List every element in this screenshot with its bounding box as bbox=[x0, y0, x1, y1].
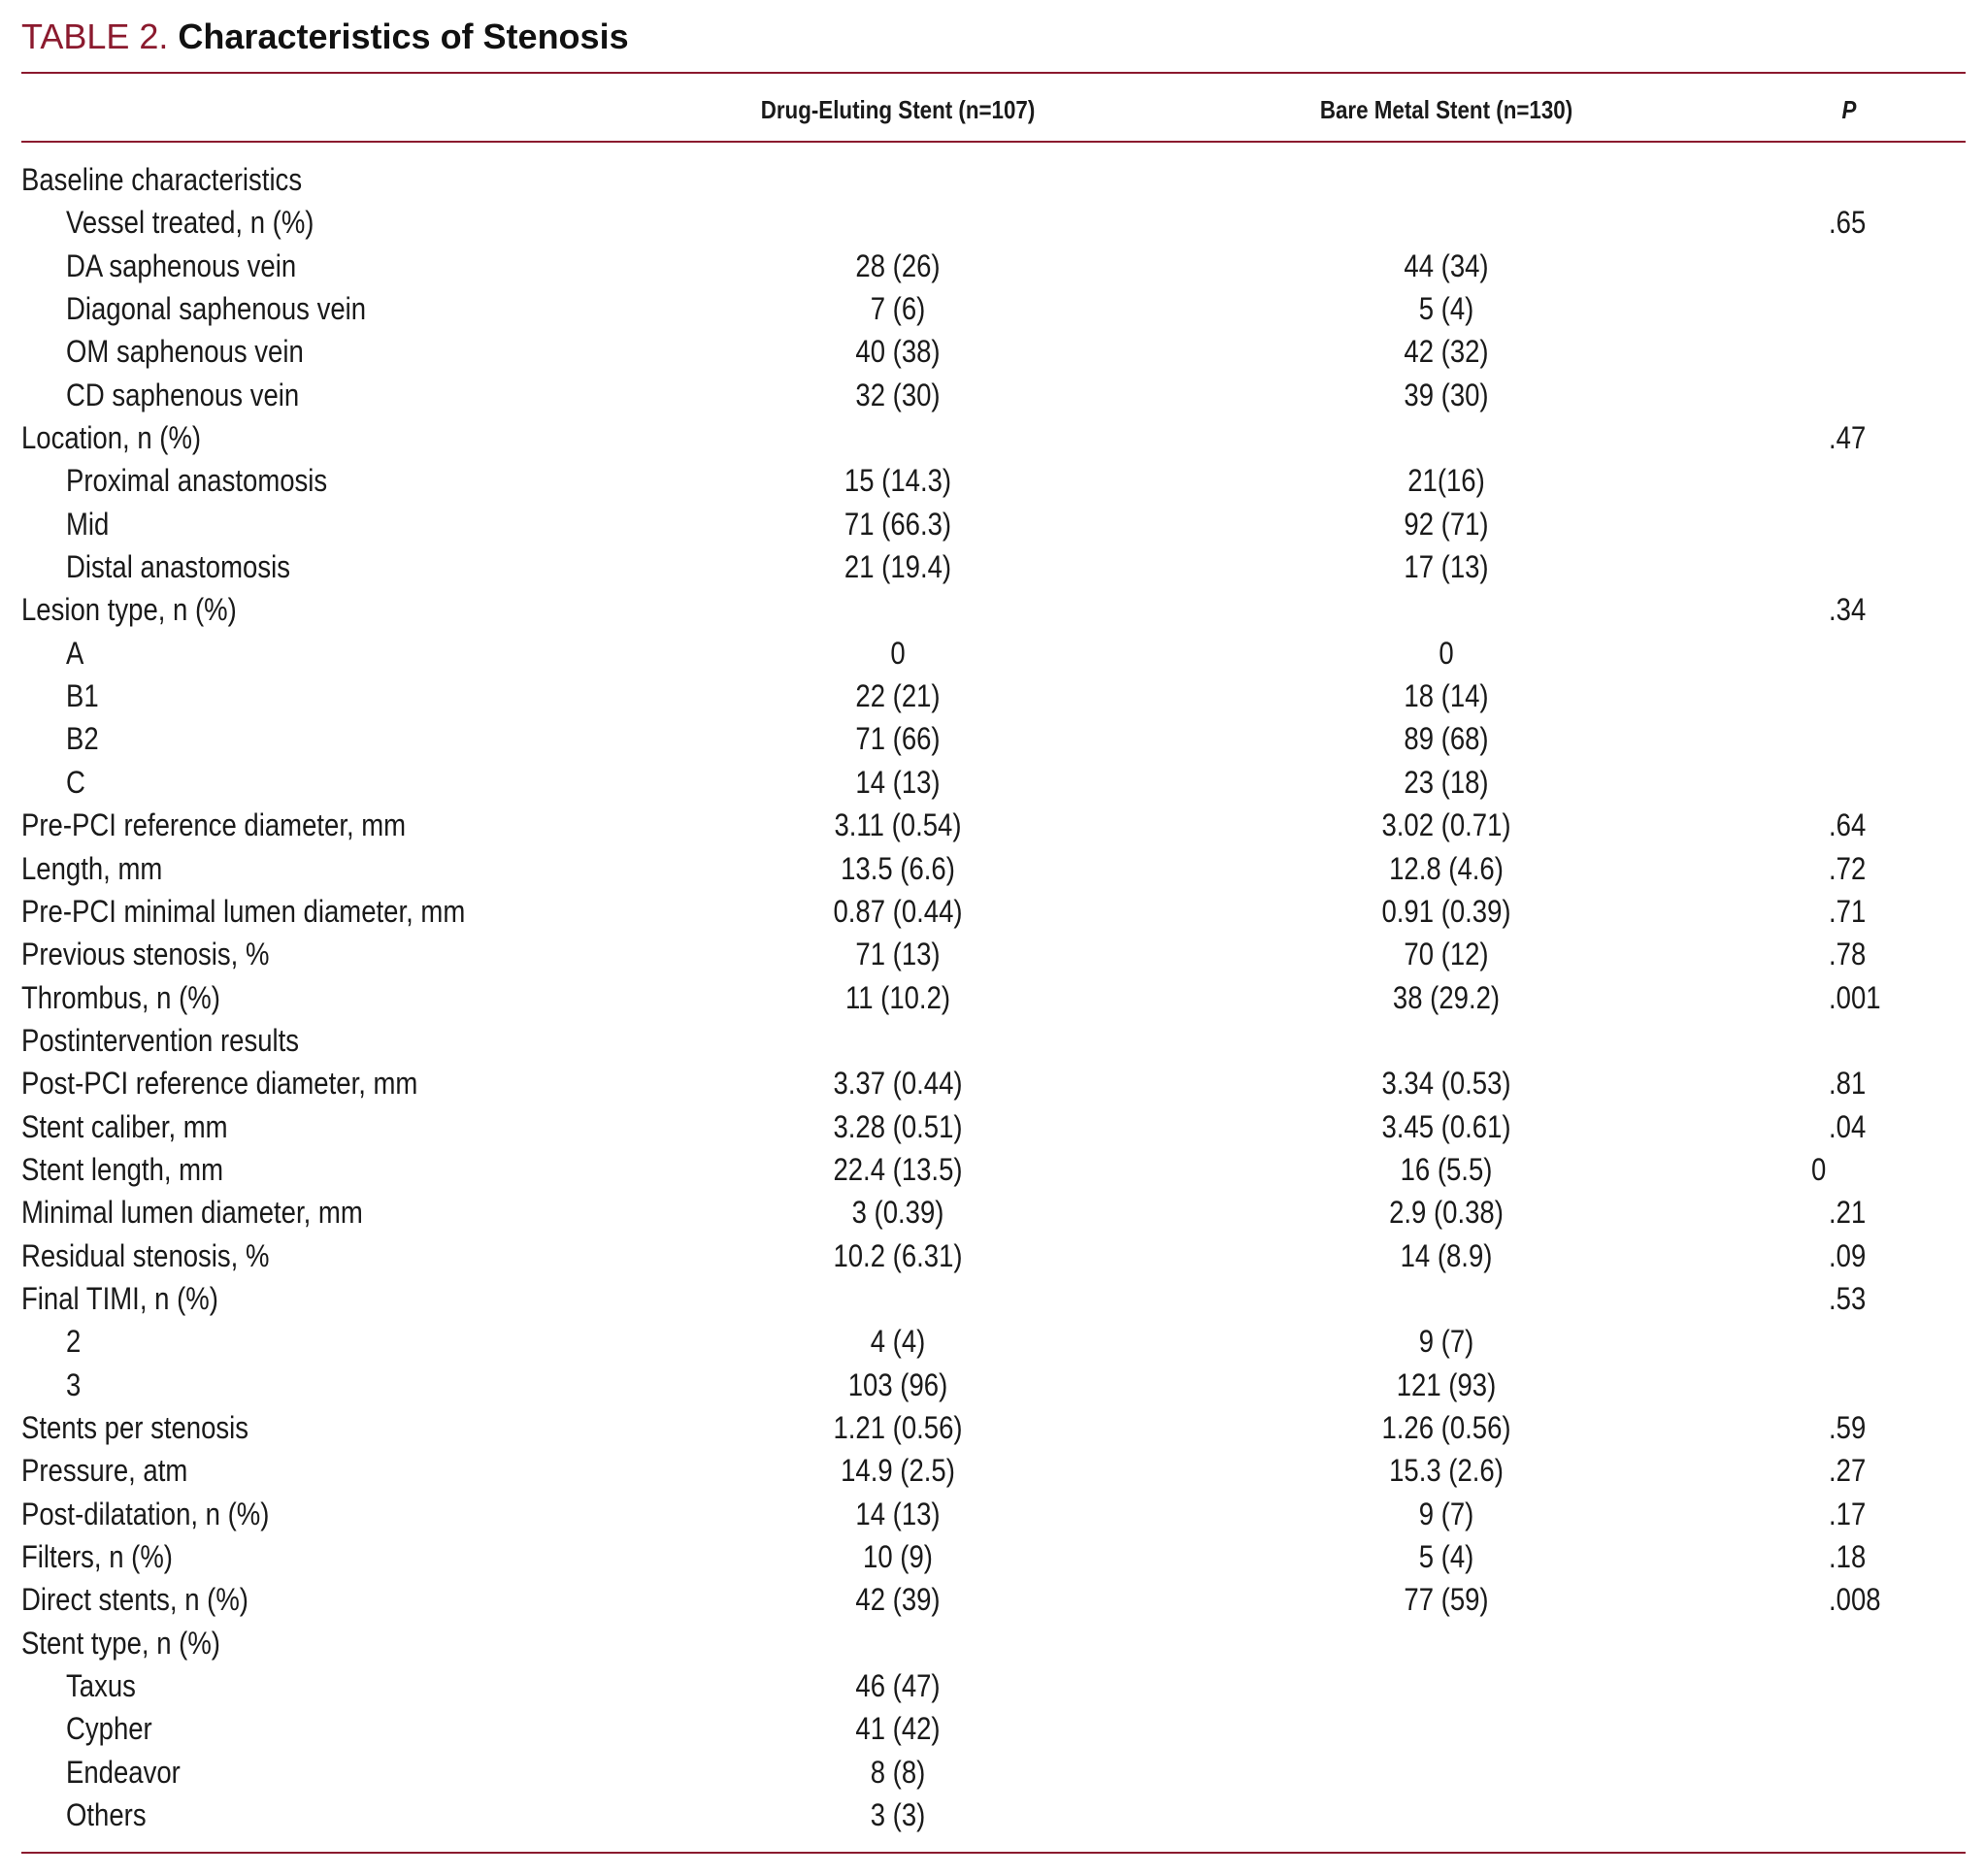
cell-drug-eluting-stent bbox=[669, 201, 1128, 244]
cell-bare-metal-stent: 89 (68) bbox=[1404, 721, 1489, 757]
cell-p-value: .71 bbox=[1829, 893, 1867, 929]
table-body bbox=[0, 158, 1985, 1836]
row-label: 3 bbox=[66, 1366, 82, 1402]
cell-bare-metal-stent: 5 (4) bbox=[1418, 1539, 1474, 1574]
cell-drug-eluting-stent bbox=[669, 1622, 1128, 1664]
cell-bare-metal-stent: 23 (18) bbox=[1404, 764, 1489, 800]
cell-drug-eluting-stent: 8 (8) bbox=[870, 1754, 926, 1790]
table-number: TABLE 2. bbox=[21, 16, 169, 56]
cell-drug-eluting-stent: 0.87 (0.44) bbox=[833, 893, 963, 929]
cell-bare-metal-stent bbox=[1212, 201, 1680, 244]
cell-drug-eluting-stent bbox=[669, 1277, 1128, 1320]
cell-drug-eluting-stent: 1.21 (0.56) bbox=[833, 1409, 963, 1445]
table-row bbox=[0, 416, 1985, 459]
cell-bare-metal-stent: 44 (34) bbox=[1404, 247, 1489, 283]
table-row bbox=[0, 804, 1985, 846]
cell-drug-eluting-stent bbox=[669, 588, 1128, 631]
cell-drug-eluting-stent: 14 (13) bbox=[855, 764, 941, 800]
header-rule bbox=[21, 141, 1966, 143]
row-label: Previous stenosis, % bbox=[21, 937, 270, 972]
table-row bbox=[0, 545, 1985, 588]
row-label: Diagonal saphenous vein bbox=[66, 291, 367, 327]
cell-p-value: .64 bbox=[1829, 807, 1867, 843]
table-row bbox=[0, 1148, 1985, 1191]
cell-bare-metal-stent: 77 (59) bbox=[1404, 1582, 1489, 1618]
cell-drug-eluting-stent: 4 (4) bbox=[870, 1324, 926, 1360]
row-label: DA saphenous vein bbox=[66, 247, 297, 283]
cell-bare-metal-stent: 92 (71) bbox=[1404, 506, 1489, 542]
cell-bare-metal-stent: 9 (7) bbox=[1418, 1496, 1474, 1531]
cell-bare-metal-stent: 15.3 (2.6) bbox=[1389, 1453, 1504, 1489]
cell-drug-eluting-stent: 40 (38) bbox=[855, 334, 941, 370]
cell-bare-metal-stent: 21(16) bbox=[1407, 463, 1485, 499]
table-row bbox=[0, 201, 1985, 244]
row-label: B1 bbox=[66, 678, 99, 714]
table-row bbox=[0, 890, 1985, 933]
cell-p-value: .21 bbox=[1829, 1195, 1867, 1231]
row-label: Post-PCI reference diameter, mm bbox=[21, 1066, 418, 1102]
row-label: Stents per stenosis bbox=[21, 1409, 249, 1445]
row-label: Vessel treated, n (%) bbox=[66, 205, 314, 241]
cell-bare-metal-stent: 0.91 (0.39) bbox=[1381, 893, 1511, 929]
cell-p-value: .81 bbox=[1829, 1066, 1867, 1102]
table-row bbox=[0, 1449, 1985, 1492]
table-row bbox=[0, 761, 1985, 804]
table-row bbox=[0, 1406, 1985, 1449]
table-row bbox=[0, 459, 1985, 502]
table-row bbox=[0, 632, 1985, 675]
cell-drug-eluting-stent: 22.4 (13.5) bbox=[833, 1151, 963, 1187]
cell-p-value: .17 bbox=[1829, 1496, 1867, 1531]
cell-p-value: .53 bbox=[1829, 1280, 1867, 1316]
row-label: Distal anastomosis bbox=[66, 549, 290, 585]
cell-bare-metal-stent: 1.26 (0.56) bbox=[1381, 1409, 1511, 1445]
table-row bbox=[0, 976, 1985, 1019]
table-row bbox=[0, 1277, 1985, 1320]
cell-bare-metal-stent: 39 (30) bbox=[1404, 377, 1489, 412]
table-row bbox=[0, 847, 1985, 890]
cell-drug-eluting-stent: 3.37 (0.44) bbox=[833, 1066, 963, 1102]
table-row bbox=[0, 1794, 1985, 1836]
table-row bbox=[0, 503, 1985, 545]
cell-p-value: .47 bbox=[1829, 420, 1867, 456]
cell-drug-eluting-stent bbox=[669, 416, 1128, 459]
cell-drug-eluting-stent: 71 (66) bbox=[855, 721, 941, 757]
cell-drug-eluting-stent: 10 (9) bbox=[863, 1539, 933, 1574]
cell-drug-eluting-stent bbox=[669, 1019, 1128, 1062]
table-row bbox=[0, 1707, 1985, 1750]
table-row bbox=[0, 330, 1985, 373]
table-row bbox=[0, 1234, 1985, 1277]
cell-bare-metal-stent: 12.8 (4.6) bbox=[1389, 850, 1504, 886]
row-label: Mid bbox=[66, 506, 110, 542]
row-label: Cypher bbox=[66, 1711, 152, 1747]
table-row bbox=[0, 1493, 1985, 1535]
cell-bare-metal-stent bbox=[1212, 1751, 1680, 1794]
cell-drug-eluting-stent: 42 (39) bbox=[855, 1582, 941, 1618]
cell-bare-metal-stent: 9 (7) bbox=[1418, 1324, 1474, 1360]
table-row bbox=[0, 675, 1985, 717]
row-label: Residual stenosis, % bbox=[21, 1237, 270, 1273]
cell-p-value: .65 bbox=[1829, 205, 1867, 241]
header-p-value: P bbox=[1841, 95, 1857, 124]
cell-drug-eluting-stent: 3.28 (0.51) bbox=[833, 1108, 963, 1144]
cell-p-value: .59 bbox=[1829, 1409, 1867, 1445]
cell-bare-metal-stent: 0 bbox=[1439, 635, 1454, 671]
cell-drug-eluting-stent: 46 (47) bbox=[855, 1668, 941, 1704]
cell-drug-eluting-stent: 11 (10.2) bbox=[844, 979, 951, 1015]
cell-p-value: .34 bbox=[1829, 592, 1867, 628]
cell-drug-eluting-stent: 32 (30) bbox=[855, 377, 941, 412]
row-label: Pre-PCI reference diameter, mm bbox=[21, 807, 407, 843]
header-bare-metal-stent: Bare Metal Stent (n=130) bbox=[1319, 95, 1573, 124]
cell-p-value: .008 bbox=[1829, 1582, 1881, 1618]
cell-bare-metal-stent: 14 (8.9) bbox=[1400, 1237, 1493, 1273]
row-label: Direct stents, n (%) bbox=[21, 1582, 248, 1618]
row-label: Baseline characteristics bbox=[21, 162, 303, 197]
cell-bare-metal-stent: 5 (4) bbox=[1418, 291, 1474, 327]
table-row bbox=[0, 374, 1985, 416]
cell-bare-metal-stent: 3.34 (0.53) bbox=[1381, 1066, 1511, 1102]
cell-drug-eluting-stent: 15 (14.3) bbox=[844, 463, 952, 499]
table-row bbox=[0, 1105, 1985, 1148]
row-label: Lesion type, n (%) bbox=[21, 592, 237, 628]
table-row bbox=[0, 245, 1985, 287]
cell-drug-eluting-stent: 71 (66.3) bbox=[844, 506, 952, 542]
cell-bare-metal-stent: 3.02 (0.71) bbox=[1381, 807, 1511, 843]
row-label: Pre-PCI minimal lumen diameter, mm bbox=[21, 893, 466, 929]
cell-bare-metal-stent: 42 (32) bbox=[1404, 334, 1489, 370]
table-row bbox=[0, 1320, 1985, 1363]
cell-bare-metal-stent bbox=[1212, 1277, 1680, 1320]
cell-drug-eluting-stent: 7 (6) bbox=[870, 291, 926, 327]
bottom-rule bbox=[21, 1852, 1966, 1854]
cell-p-value: .18 bbox=[1829, 1539, 1867, 1574]
table-caption bbox=[21, 14, 629, 60]
row-label: Stent type, n (%) bbox=[21, 1625, 220, 1661]
row-label: Endeavor bbox=[66, 1754, 181, 1790]
table-header bbox=[0, 80, 1985, 140]
top-rule bbox=[21, 72, 1966, 74]
cell-drug-eluting-stent: 41 (42) bbox=[855, 1711, 941, 1747]
cell-drug-eluting-stent: 0 bbox=[890, 635, 906, 671]
cell-drug-eluting-stent: 14 (13) bbox=[855, 1496, 941, 1531]
row-label: Others bbox=[66, 1797, 147, 1833]
row-label: B2 bbox=[66, 721, 99, 757]
row-label: Taxus bbox=[66, 1668, 136, 1704]
cell-drug-eluting-stent: 3 (3) bbox=[870, 1797, 926, 1833]
cell-bare-metal-stent bbox=[1212, 158, 1680, 201]
header-drug-eluting-stent: Drug-Eluting Stent (n=107) bbox=[760, 95, 1036, 124]
cell-bare-metal-stent bbox=[1212, 588, 1680, 631]
row-label: Length, mm bbox=[21, 850, 163, 886]
row-label: CD saphenous vein bbox=[66, 377, 300, 412]
cell-drug-eluting-stent: 10.2 (6.31) bbox=[833, 1237, 963, 1273]
cell-bare-metal-stent: 16 (5.5) bbox=[1400, 1151, 1493, 1187]
cell-bare-metal-stent: 70 (12) bbox=[1404, 937, 1489, 972]
table-row bbox=[0, 158, 1985, 201]
cell-bare-metal-stent bbox=[1212, 1664, 1680, 1707]
row-label: Final TIMI, n (%) bbox=[21, 1280, 218, 1316]
cell-drug-eluting-stent bbox=[669, 158, 1128, 201]
row-label: Pressure, atm bbox=[21, 1453, 188, 1489]
table-row bbox=[0, 717, 1985, 760]
row-label: Post-dilatation, n (%) bbox=[21, 1496, 270, 1531]
table-row bbox=[0, 1751, 1985, 1794]
cell-drug-eluting-stent: 21 (19.4) bbox=[844, 549, 952, 585]
cell-bare-metal-stent bbox=[1212, 1794, 1680, 1836]
cell-bare-metal-stent: 38 (29.2) bbox=[1392, 979, 1501, 1015]
row-label: Stent length, mm bbox=[21, 1151, 224, 1187]
row-label: Location, n (%) bbox=[21, 420, 202, 456]
cell-bare-metal-stent bbox=[1212, 416, 1680, 459]
cell-drug-eluting-stent: 103 (96) bbox=[847, 1366, 948, 1402]
cell-p-value: .72 bbox=[1829, 850, 1867, 886]
cell-p-value: 0 bbox=[1811, 1151, 1827, 1187]
cell-bare-metal-stent: 17 (13) bbox=[1404, 549, 1489, 585]
row-label: C bbox=[66, 764, 85, 800]
cell-bare-metal-stent bbox=[1212, 1019, 1680, 1062]
cell-bare-metal-stent bbox=[1212, 1622, 1680, 1664]
row-label: Thrombus, n (%) bbox=[21, 979, 220, 1015]
row-label: Stent caliber, mm bbox=[21, 1108, 228, 1144]
row-label: A bbox=[66, 635, 84, 671]
table-row bbox=[0, 287, 1985, 330]
table-row bbox=[0, 1191, 1985, 1234]
row-label: Proximal anastomosis bbox=[66, 463, 328, 499]
cell-bare-metal-stent: 2.9 (0.38) bbox=[1389, 1195, 1504, 1231]
cell-drug-eluting-stent: 14.9 (2.5) bbox=[841, 1453, 955, 1489]
row-label: OM saphenous vein bbox=[66, 334, 304, 370]
table-row bbox=[0, 1664, 1985, 1707]
cell-drug-eluting-stent: 3.11 (0.54) bbox=[834, 807, 962, 843]
cell-bare-metal-stent bbox=[1212, 1707, 1680, 1750]
row-label: Postintervention results bbox=[21, 1022, 300, 1058]
cell-drug-eluting-stent: 28 (26) bbox=[855, 247, 941, 283]
table-row bbox=[0, 1578, 1985, 1621]
table-row bbox=[0, 1062, 1985, 1104]
cell-bare-metal-stent: 18 (14) bbox=[1404, 678, 1489, 714]
table-row bbox=[0, 1535, 1985, 1578]
cell-drug-eluting-stent: 3 (0.39) bbox=[851, 1195, 944, 1231]
cell-p-value: .27 bbox=[1829, 1453, 1867, 1489]
cell-bare-metal-stent: 3.45 (0.61) bbox=[1381, 1108, 1511, 1144]
row-label: 2 bbox=[66, 1324, 82, 1360]
cell-p-value: .09 bbox=[1829, 1237, 1867, 1273]
table-title: Characteristics of Stenosis bbox=[178, 16, 629, 56]
table-row bbox=[0, 1622, 1985, 1664]
row-label: Filters, n (%) bbox=[21, 1539, 173, 1574]
row-label: Minimal lumen diameter, mm bbox=[21, 1195, 363, 1231]
table-row bbox=[0, 1019, 1985, 1062]
table-row bbox=[0, 933, 1985, 975]
cell-bare-metal-stent: 121 (93) bbox=[1396, 1366, 1497, 1402]
table-row bbox=[0, 1364, 1985, 1406]
table-row bbox=[0, 588, 1985, 631]
cell-drug-eluting-stent: 13.5 (6.6) bbox=[841, 850, 955, 886]
cell-p-value: .04 bbox=[1829, 1108, 1867, 1144]
cell-drug-eluting-stent: 71 (13) bbox=[855, 937, 941, 972]
cell-p-value: .78 bbox=[1829, 937, 1867, 972]
cell-drug-eluting-stent: 22 (21) bbox=[855, 678, 941, 714]
cell-p-value: .001 bbox=[1829, 979, 1881, 1015]
